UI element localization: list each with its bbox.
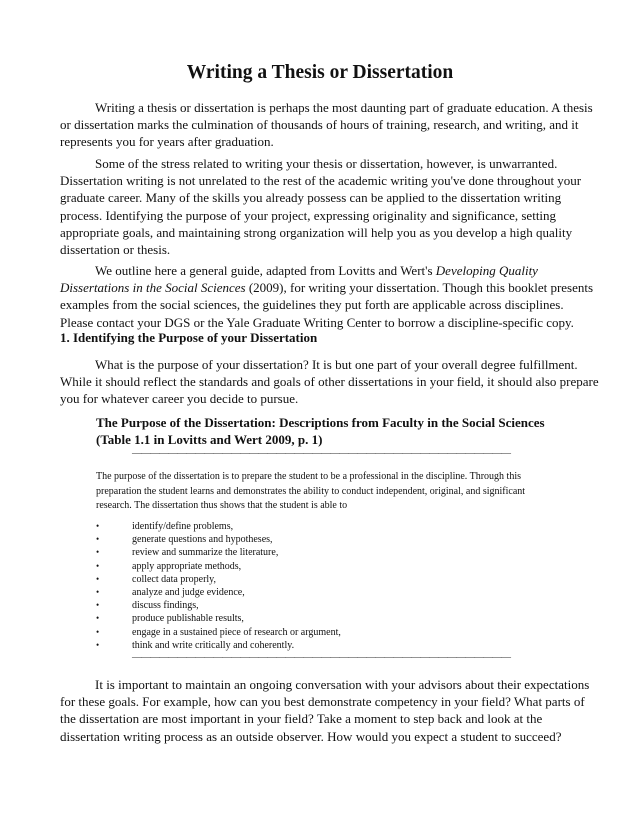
book-title-part1: Developing Quality [435, 263, 538, 278]
bullet-icon: • [96, 613, 100, 624]
purpose-paragraph: What is the purpose of your dissertation? It is but one part of your overall degree fulfillment. While it should reflect the standards and goals of other dissertations in your field, it should also prepare you for whatever career you decide to pursue. [60, 357, 599, 407]
advisor-paragraph: It is important to maintain an ongoing conversation with your advisors about their expectations for these goals. For example, how can you best demonstrate competency in your field? What parts of the dissertation are most important in your field? Take a moment to step back and look at the dissertation writing process as an outside observer. How would you expect a student to succeed? [60, 677, 590, 744]
stress-paragraph: Some of the stress related to writing your thesis or dissertation, however, is unwarranted. Dissertation writing is not unrelated to the rest of the academic writing you've done throughout your graduate career. Many of the skills you already possess can be applied to the dissertation writing process. Identifying the purpose of your project, expressing originality and significance, setting appropriate goals, and maintaining strong organization will help you as you develop a high quality dissertation or thesis. [60, 156, 582, 258]
list-item: • identify/define problems, [96, 521, 234, 532]
intro-paragraph: Writing a thesis or dissertation is perhaps the most daunting part of graduate education. A thesis or dissertation marks the culmination of thousands of hours of training, research, and writing, and it represents you for years after graduation. [60, 100, 593, 150]
bullet-icon: • [96, 521, 100, 531]
bullet-icon: • [96, 547, 100, 558]
guide-paragraph: We outline here a general guide, adapted from Lovitts and Wert's Developing Quality Dissertations in the Social Sciences (2009), for writing your dissertation. Though this booklet presents examples from the social sciences, the guidelines they put forth are applicable across disciplines. Please contact your DGS or the Yale Graduate Writing Center to borrow a discipline-specific copy. [60, 263, 594, 330]
purpose-bullet-list [96, 520, 341, 652]
list-item: • analyze and judge evidence, [96, 586, 245, 598]
list-item: • review and summarize the literature, [96, 547, 279, 559]
bullet-icon: • [96, 600, 100, 611]
faculty-quote-box [96, 414, 566, 663]
top-divider: —————————————————————————————————————————— [132, 448, 510, 459]
book-title-part2: Dissertations in the Social Sciences [60, 280, 246, 296]
list-item: • engage in a sustained piece of research or argument, [96, 626, 341, 638]
bullet-icon: • [96, 534, 100, 545]
list-item: • think and write critically and coherently. [96, 639, 295, 651]
list-item: • apply appropriate methods, [96, 560, 242, 572]
bullet-icon: • [96, 573, 100, 584]
quote-box-title: The Purpose of the Dissertation: Descriptions from Faculty in the Social Sciences (Table 1.1 in Lovitts and Wert 2009, p. 1) [96, 415, 545, 447]
bullet-icon: • [96, 560, 100, 571]
bullet-icon: • [96, 626, 100, 637]
list-item: • produce publishable results, [96, 613, 244, 625]
list-item: • generate questions and hypotheses, [96, 534, 273, 546]
list-item: • discuss findings, [96, 600, 199, 612]
list-item: • collect data properly, [96, 573, 217, 585]
bullet-icon: • [96, 639, 100, 650]
page-title: Writing a Thesis or Dissertation [186, 62, 454, 83]
section-heading-purpose: 1. Identifying the Purpose of your Dissertation [60, 330, 318, 345]
bullet-icon: • [96, 586, 100, 597]
bottom-divider: —————————————————————————————————————————— [132, 652, 510, 663]
quote-intro: The purpose of the dissertation is to prepare the student to be a professional in the discipline. Through this preparation the student learns and demonstrates the ability to conduct independent, original, and significant research. The dissertation thus shows that the student is able to [96, 471, 526, 511]
